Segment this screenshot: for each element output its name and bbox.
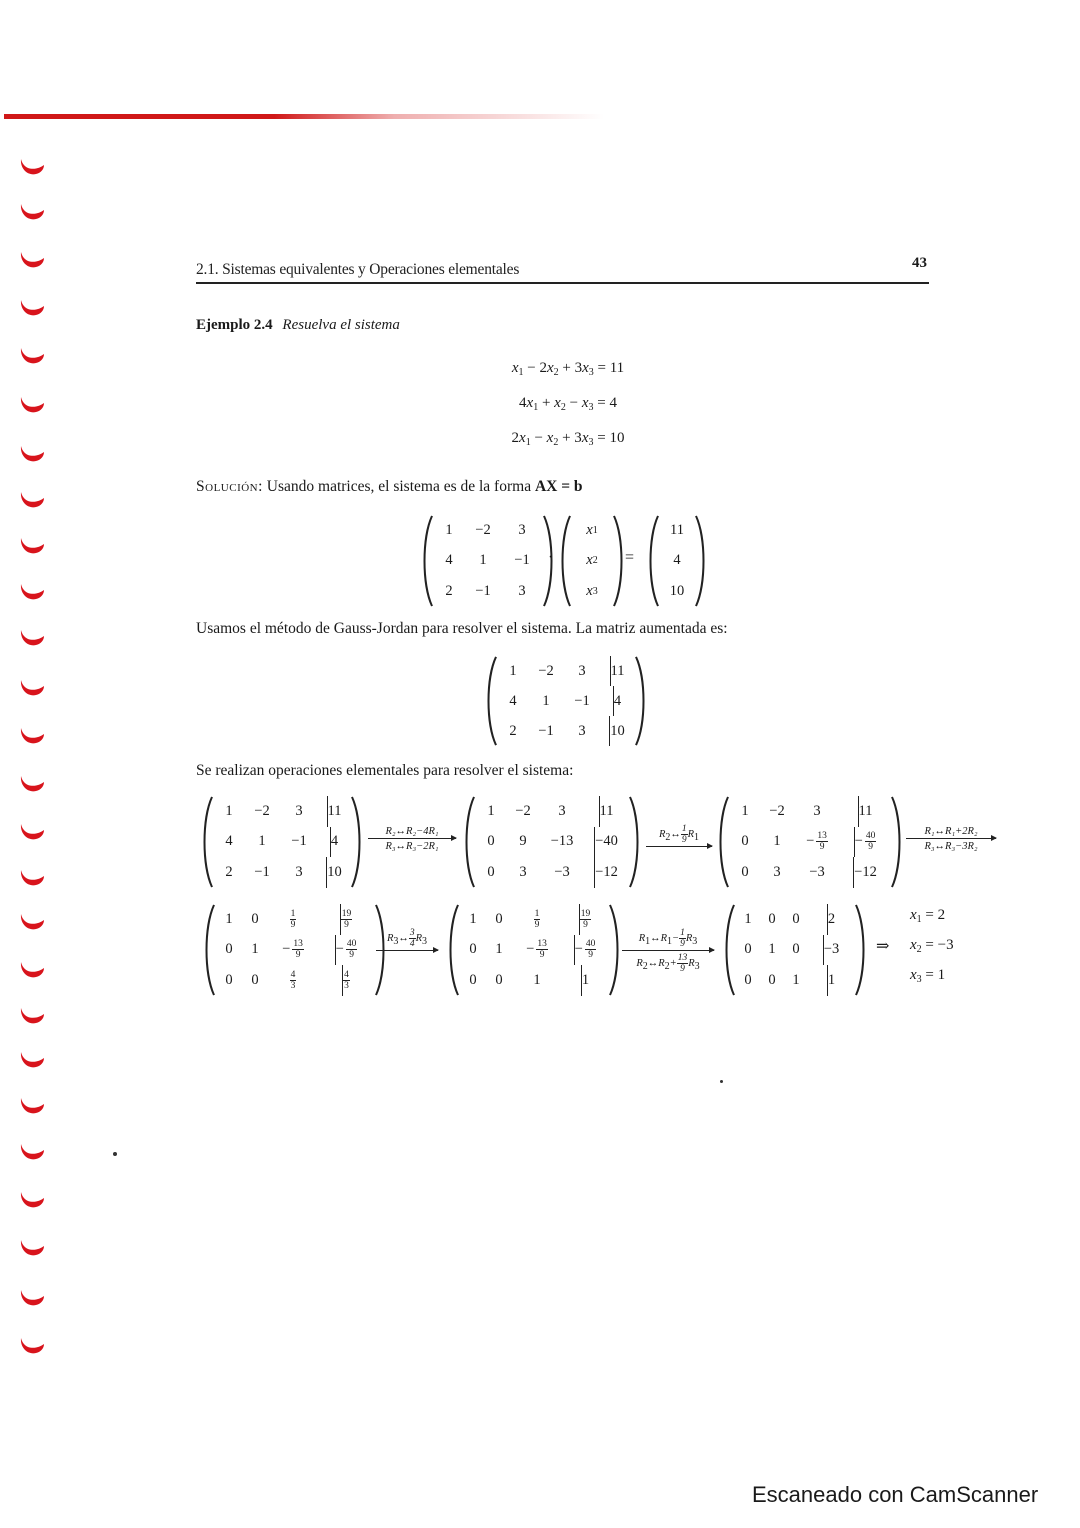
left-paren bbox=[646, 515, 660, 607]
matrix-cell: $\frac{4}{3}$ bbox=[342, 965, 350, 996]
binder-ring-icon bbox=[18, 1188, 46, 1210]
step-matrix-4 bbox=[202, 904, 388, 996]
matrix-cell: 0 bbox=[741, 833, 749, 850]
scan-speck bbox=[720, 1080, 723, 1083]
matrix-cell: 10 bbox=[326, 857, 342, 888]
matrix-cell: 1 bbox=[542, 692, 550, 709]
equation-1: $x_1 - 2x_2 + 3x_3 = 11$ bbox=[511, 360, 625, 378]
example-label: Ejemplo 2.4 bbox=[196, 317, 273, 333]
binder-ring-icon bbox=[18, 296, 46, 318]
matrix-cell: 9 bbox=[519, 833, 527, 850]
binder-ring-icon bbox=[18, 344, 46, 366]
example-heading bbox=[196, 317, 400, 334]
right-paren bbox=[634, 656, 648, 746]
matrix-cell: 1 bbox=[741, 802, 749, 819]
matrix-cell: 11 bbox=[670, 521, 684, 538]
red-margin-line bbox=[4, 114, 604, 119]
binder-ring-icon bbox=[18, 676, 46, 698]
binder-ring-icon bbox=[18, 1140, 46, 1162]
matrix-cell: 3 bbox=[578, 722, 586, 739]
page-number: 43 bbox=[912, 255, 927, 271]
right-paren bbox=[854, 904, 868, 996]
binder-ring-icon bbox=[18, 1236, 46, 1258]
matrix-cell: $\frac{1}{9}$ bbox=[290, 908, 296, 930]
matrix-cell: 10 bbox=[669, 583, 685, 600]
solution-label: Solución: bbox=[196, 478, 263, 495]
solution-text: Usando matrices, el sistema es de la forma bbox=[262, 478, 535, 495]
matrix-cell: − $\frac{13}{9}$ bbox=[806, 831, 827, 853]
matrix-cell: 10 bbox=[609, 716, 625, 746]
matrix-cell: 1 bbox=[495, 941, 503, 958]
matrix-cell: 4 bbox=[225, 833, 233, 850]
binder-ring-icon bbox=[18, 248, 46, 270]
matrix-cell: −12 bbox=[853, 857, 877, 888]
binder-ring-icon bbox=[18, 958, 46, 980]
binder-ring-icon bbox=[18, 1334, 46, 1356]
matrix-cell: −3 bbox=[809, 864, 825, 881]
matrix-cell: −1 bbox=[254, 864, 270, 881]
matrix-cell: 0 bbox=[744, 972, 752, 989]
matrix-cell: −1 bbox=[574, 692, 590, 709]
matrix-cell: 1 bbox=[509, 662, 517, 679]
binder-ring-icon bbox=[18, 534, 46, 556]
left-paren bbox=[420, 515, 434, 607]
binder-ring-icon bbox=[18, 200, 46, 222]
matrix-cell: 1 bbox=[744, 910, 752, 927]
matrix-cell: −1 bbox=[291, 833, 307, 850]
left-paren bbox=[484, 656, 498, 746]
operation-4: $R_3\leftrightarrow$ $\frac{3}{4}$ $R_3$ bbox=[376, 928, 438, 951]
left-paren bbox=[446, 904, 460, 996]
left-paren bbox=[722, 904, 736, 996]
equals-sign: = bbox=[625, 549, 635, 566]
matrix-cell: 3 bbox=[295, 864, 303, 881]
matrix-cell: −2 bbox=[769, 802, 785, 819]
solution-intro bbox=[196, 478, 583, 496]
binder-ring-icon bbox=[18, 1004, 46, 1026]
matrix-cell: 1 bbox=[225, 802, 233, 819]
vector-X bbox=[558, 515, 626, 607]
matrix-cell: 4 bbox=[445, 552, 453, 569]
matrix-cell: −1 bbox=[514, 552, 530, 569]
ops-intro: Se realizan operaciones elementales para resolver el sistema: bbox=[196, 762, 574, 779]
matrix-cell: 11 bbox=[858, 796, 873, 827]
operation-2: $R_2\leftrightarrow$ $\frac{1}{9}$ $R_1$ bbox=[646, 824, 712, 847]
matrix-cell: $\frac{19}{9}$ bbox=[340, 904, 353, 935]
section-title: 2.1. Sistemas equivalentes y Operaciones elementales bbox=[196, 261, 520, 278]
matrix-cell: x 2 bbox=[586, 552, 598, 569]
matrix-cell: 1 bbox=[225, 910, 233, 927]
solution-values bbox=[910, 907, 954, 997]
matrix-cell: −12 bbox=[594, 857, 618, 888]
matrix-cell: 1 bbox=[792, 972, 800, 989]
left-paren bbox=[200, 796, 214, 888]
solution-line: $x_3 = 1$ bbox=[910, 967, 946, 985]
matrix-cell: −2 bbox=[475, 521, 491, 538]
matrix-cell: 3 bbox=[519, 864, 527, 881]
matrix-cell: 0 bbox=[744, 941, 752, 958]
step-matrix-2 bbox=[462, 796, 642, 888]
equation-system bbox=[468, 360, 668, 465]
binder-ring-icon bbox=[18, 580, 46, 602]
matrix-cell: 1 bbox=[445, 521, 453, 538]
binder-ring-icon bbox=[18, 820, 46, 842]
matrix-cell: 3 bbox=[773, 864, 781, 881]
matrix-cell: 0 bbox=[251, 910, 259, 927]
matrix-cell: 3 bbox=[578, 662, 586, 679]
step-matrix-5 bbox=[446, 904, 622, 996]
matrix-cell: 0 bbox=[792, 910, 800, 927]
right-paren bbox=[890, 796, 904, 888]
matrix-cell: 11 bbox=[599, 796, 614, 827]
matrix-cell: 4 bbox=[330, 827, 338, 858]
matrix-cell: 1 bbox=[533, 972, 541, 989]
example-prompt: Resuelva el sistema bbox=[282, 317, 400, 333]
right-paren bbox=[612, 515, 626, 607]
matrix-cell: 4 bbox=[509, 692, 517, 709]
binder-ring-icon bbox=[18, 155, 46, 177]
left-paren bbox=[202, 904, 216, 996]
matrix-cell: 3 bbox=[558, 802, 566, 819]
matrix-cell: 0 bbox=[487, 864, 495, 881]
matrix-cell: 0 bbox=[792, 941, 800, 958]
matrix-cell: −13 bbox=[550, 833, 574, 850]
matrix-cell: − $\frac{13}{9}$ bbox=[526, 939, 547, 961]
matrix-cell: $\frac{4}{3}$ bbox=[290, 970, 296, 992]
camscanner-watermark: Escaneado con CamScanner bbox=[752, 1482, 1039, 1507]
step-matrix-3 bbox=[716, 796, 904, 888]
matrix-cell: 11 bbox=[610, 656, 625, 686]
matrix-cell: 1 bbox=[258, 833, 266, 850]
operation-1: R₂↔R₂−4R₁ R₃↔R₃−2R₁ bbox=[368, 826, 456, 852]
gauss-intro: Usamos el método de Gauss-Jordan para resolver el sistema. La matriz aumentada es: bbox=[196, 620, 728, 637]
equation-2: $4x_1 + x_2 - x_3 = 4$ bbox=[519, 395, 617, 413]
binder-ring-icon bbox=[18, 488, 46, 510]
step-matrix-1 bbox=[200, 796, 364, 888]
binder-ring-icon bbox=[18, 772, 46, 794]
matrix-cell: − $\frac{40}{9}$ bbox=[335, 935, 358, 966]
equation-3: $2x_1 - x_2 + 3x_3 = 10$ bbox=[511, 430, 625, 448]
right-paren bbox=[694, 515, 708, 607]
left-paren bbox=[462, 796, 476, 888]
left-paren bbox=[716, 796, 730, 888]
matrix-cell: 3 bbox=[518, 583, 526, 600]
binder-ring-icon bbox=[18, 626, 46, 648]
matrix-cell: $\frac{1}{9}$ bbox=[534, 908, 540, 930]
binder-ring-icon bbox=[18, 910, 46, 932]
matrix-cell: x 1 bbox=[586, 521, 598, 538]
vector-b bbox=[646, 515, 708, 607]
matrix-cell: 0 bbox=[487, 833, 495, 850]
matrix-cell: x 3 bbox=[586, 583, 598, 600]
binder-ring-icon bbox=[18, 724, 46, 746]
matrix-cell: 1 bbox=[827, 965, 835, 996]
step-matrix-6 bbox=[722, 904, 868, 996]
multiply-dot: · bbox=[548, 549, 554, 566]
matrix-cell: −2 bbox=[515, 802, 531, 819]
binder-ring-icon bbox=[18, 1286, 46, 1308]
matrix-cell: −1 bbox=[475, 583, 491, 600]
matrix-cell: 0 bbox=[768, 910, 776, 927]
matrix-cell: 11 bbox=[327, 796, 342, 827]
matrix-cell: 1 bbox=[768, 941, 776, 958]
matrix-cell: 0 bbox=[225, 972, 233, 989]
matrix-cell: 2 bbox=[509, 722, 517, 739]
matrix-cell: 4 bbox=[613, 686, 621, 716]
matrix-cell: −2 bbox=[538, 662, 554, 679]
matrix-cell: − $\frac{40}{9}$ bbox=[854, 827, 877, 858]
scan-speck bbox=[113, 1152, 117, 1156]
matrix-cell: −2 bbox=[254, 802, 270, 819]
binder-ring-icon bbox=[18, 866, 46, 888]
solution-formula: AX = b bbox=[534, 478, 583, 495]
matrix-cell: − $\frac{40}{9}$ bbox=[574, 935, 597, 966]
matrix-cell: 0 bbox=[741, 864, 749, 881]
matrix-cell: $\frac{19}{9}$ bbox=[579, 904, 592, 935]
matrix-cell: 0 bbox=[469, 941, 477, 958]
matrix-cell: 0 bbox=[495, 910, 503, 927]
matrix-cell: 0 bbox=[225, 941, 233, 958]
operation-3: R₁↔R₁+2R₂ R₃↔R₃−3R₂ bbox=[906, 826, 996, 852]
binder-ring-icon bbox=[18, 442, 46, 464]
binder-ring-icon bbox=[18, 1094, 46, 1116]
matrix-cell: 3 bbox=[295, 802, 303, 819]
matrix-cell: −40 bbox=[594, 827, 618, 858]
right-paren bbox=[628, 796, 642, 888]
implies-arrow: ⇒ bbox=[876, 938, 890, 955]
matrix-cell: −3 bbox=[554, 864, 570, 881]
matrix-cell: 1 bbox=[487, 802, 495, 819]
augmented-matrix bbox=[484, 656, 648, 746]
operation-5: $R_1\leftrightarrow R_1-$ $\frac{1}{9}$ $R_3$ $R_2\leftrightarrow R_2+$ $\frac{13}{9}$ $R_3$ bbox=[622, 928, 714, 974]
matrix-cell: 3 bbox=[813, 802, 821, 819]
matrix-cell: 4 bbox=[673, 552, 681, 569]
page-header bbox=[196, 254, 929, 284]
matrix-cell: 2 bbox=[827, 904, 835, 935]
binder-ring-icon bbox=[18, 1048, 46, 1070]
matrix-cell: −1 bbox=[538, 722, 554, 739]
right-paren bbox=[350, 796, 364, 888]
matrix-cell: 0 bbox=[495, 972, 503, 989]
matrix-cell: 3 bbox=[518, 521, 526, 538]
matrix-cell: −3 bbox=[823, 935, 839, 966]
binder-ring-icon bbox=[18, 393, 46, 415]
matrix-cell: 1 bbox=[773, 833, 781, 850]
matrix-cell: 1 bbox=[581, 965, 589, 996]
solution-line: $x_1 = 2$ bbox=[910, 907, 946, 925]
matrix-A bbox=[420, 515, 556, 607]
matrix-cell: 1 bbox=[469, 910, 477, 927]
matrix-cell: 1 bbox=[479, 552, 487, 569]
left-paren bbox=[558, 515, 572, 607]
matrix-cell: 0 bbox=[469, 972, 477, 989]
matrix-cell: − $\frac{13}{9}$ bbox=[282, 939, 303, 961]
right-paren bbox=[608, 904, 622, 996]
matrix-cell: 1 bbox=[251, 941, 259, 958]
matrix-cell: 0 bbox=[768, 972, 776, 989]
matrix-cell: 2 bbox=[445, 583, 453, 600]
solution-line: $x_2 = -3$ bbox=[910, 937, 954, 955]
matrix-cell: 0 bbox=[251, 972, 259, 989]
matrix-cell: 2 bbox=[225, 864, 233, 881]
